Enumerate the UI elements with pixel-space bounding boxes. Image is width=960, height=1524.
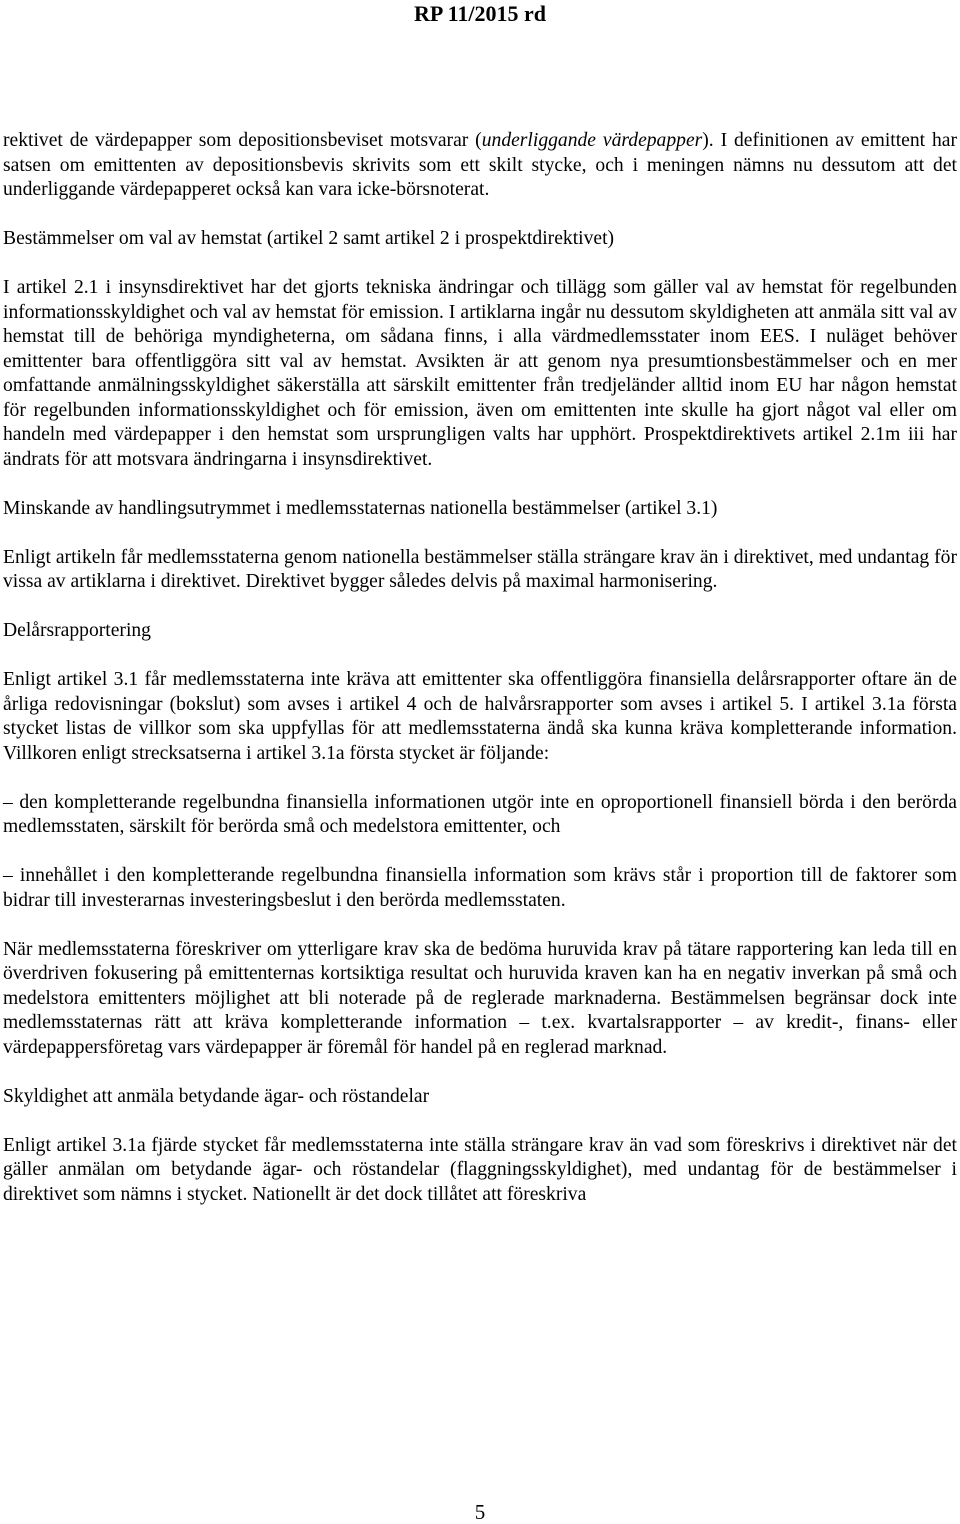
paragraph: I artikel 2.1 i insynsdirektivet har det gjorts tekniska ändringar och tillägg som gäller val av hemstat för regelbunden informationsskyldighet och val av hemstat för emission. I artiklarna ingår nu dessutom skyldigheten att anmäla sitt val av hemstat till de behöriga myndigheterna, om sådana finns, i alla värdmedlemsstater inom EES. I nuläget behöver emittenter bara offentliggöra sitt val av hemstat. Avsikten är att genom nya presumtionsbestämmelser och en mer omfattande anmälningsskyldighet säkerställa att särskilt emittenter från tredjeländer alltid inom EU har någon hemstat för regelbunden informationsskyldighet och för emission, även om emittenten inte skulle ha gjort något val eller om handeln med värdepapper i den hemstat som ursprungligen valts har upphört. Prospektdirektivets artikel 2.1m iii har ändrats för att motsvara ändringarna i insynsdirektivet.	[3, 277, 957, 470]
section-heading: Delårsrapportering	[3, 620, 151, 641]
section-heading: Minskande av handlingsutrymmet i medlemsstaternas nationella bestämmelser (artikel 3.1)	[3, 497, 718, 519]
paragraph	[3, 129, 957, 203]
page-header	[0, 2, 960, 26]
paragraph: Enligt artikeln får medlemsstaterna genom nationella bestämmelser ställa strängare krav än i direktivet, med undantag för vissa av artiklarna i direktivet. Direktivet bygger således delvis på maximal harmonisering.	[3, 546, 957, 592]
paragraph: Enligt artikel 3.1a fjärde stycket får medlemsstaterna inte ställa strängare krav än vad som föreskrivs i direktivet när det gäller anmälan om betydande ägar- och röstandelar (flaggningsskyldighet), med undantag för de bestämmelser i direktivet som nämns i stycket. Nationellt är det dock tillåtet att föreskriva	[3, 1134, 957, 1205]
dash-list-item: – den kompletterande regelbundna finansiella informationen utgör inte en oproportionell finansiell börda i den berörda medlemsstaten, särskilt för berörda små och medelstora emittenter, och	[3, 791, 957, 837]
italic-term: underliggande värdepapper	[481, 130, 703, 151]
section-heading: Bestämmelser om val av hemstat (artikel 2 samt artikel 2 i prospektdirektivet)	[3, 228, 615, 249]
paragraph-text: ). I definitionen av emittent har satsen om emittenten av depositionsbevis skrivits som ett skilt stycke, och i meningen nämns nu dessutom att det underliggande värdepapperet också kan vara icke-börsnoterat.	[3, 130, 957, 200]
section-heading: Skyldighet att anmäla betydande ägar- och röstandelar	[3, 1085, 430, 1107]
dash-list-item: – innehållet i den kompletterande regelbundna finansiella information som krävs står i proportion till de faktorer som bidrar till investerarnas investeringsbeslut i den berörda medlemsstaten.	[3, 865, 957, 911]
document-reference: RP 11/2015 rd	[413, 1, 546, 26]
page-number: 5	[474, 1500, 486, 1524]
page-footer	[0, 1500, 960, 1524]
document-body	[3, 129, 957, 1207]
paragraph-text: rektivet de värdepapper som depositionsbeviset motsvarar (	[3, 130, 482, 151]
paragraph: När medlemsstaterna föreskriver om ytterligare krav ska de bedöma huruvida krav på tätare rapportering kan leda till en överdriven fokusering på emittenternas kortsiktiga resultat och huruvida kraven kan ha en negativ inverkan på små och medelstora emittenters möjlighet att bli noterade på de reglerade marknaderna. Bestämmelsen begränsar dock inte medlemsstaternas rätt att kräva kompletterande information – t.ex. kvartalsrapporter – av kredit-, finans- eller värdepappersföretag vars värdepapper är föremål för handel på en reglerad marknad.	[3, 938, 957, 1058]
paragraph: Enligt artikel 3.1 får medlemsstaterna inte kräva att emittenter ska offentliggöra finansiella delårsrapporter oftare än de årliga redovisningar (bokslut) som avses i artikel 4 och de halvårsrapporter som avses i artikel 5. I artikel 3.1a första stycket listas de villkor som ska uppfyllas för att medlemsstaterna ändå ska kunna kräva kompletterande information. Villkoren enligt strecksatserna i artikel 3.1a första stycket är följande:	[3, 669, 957, 764]
